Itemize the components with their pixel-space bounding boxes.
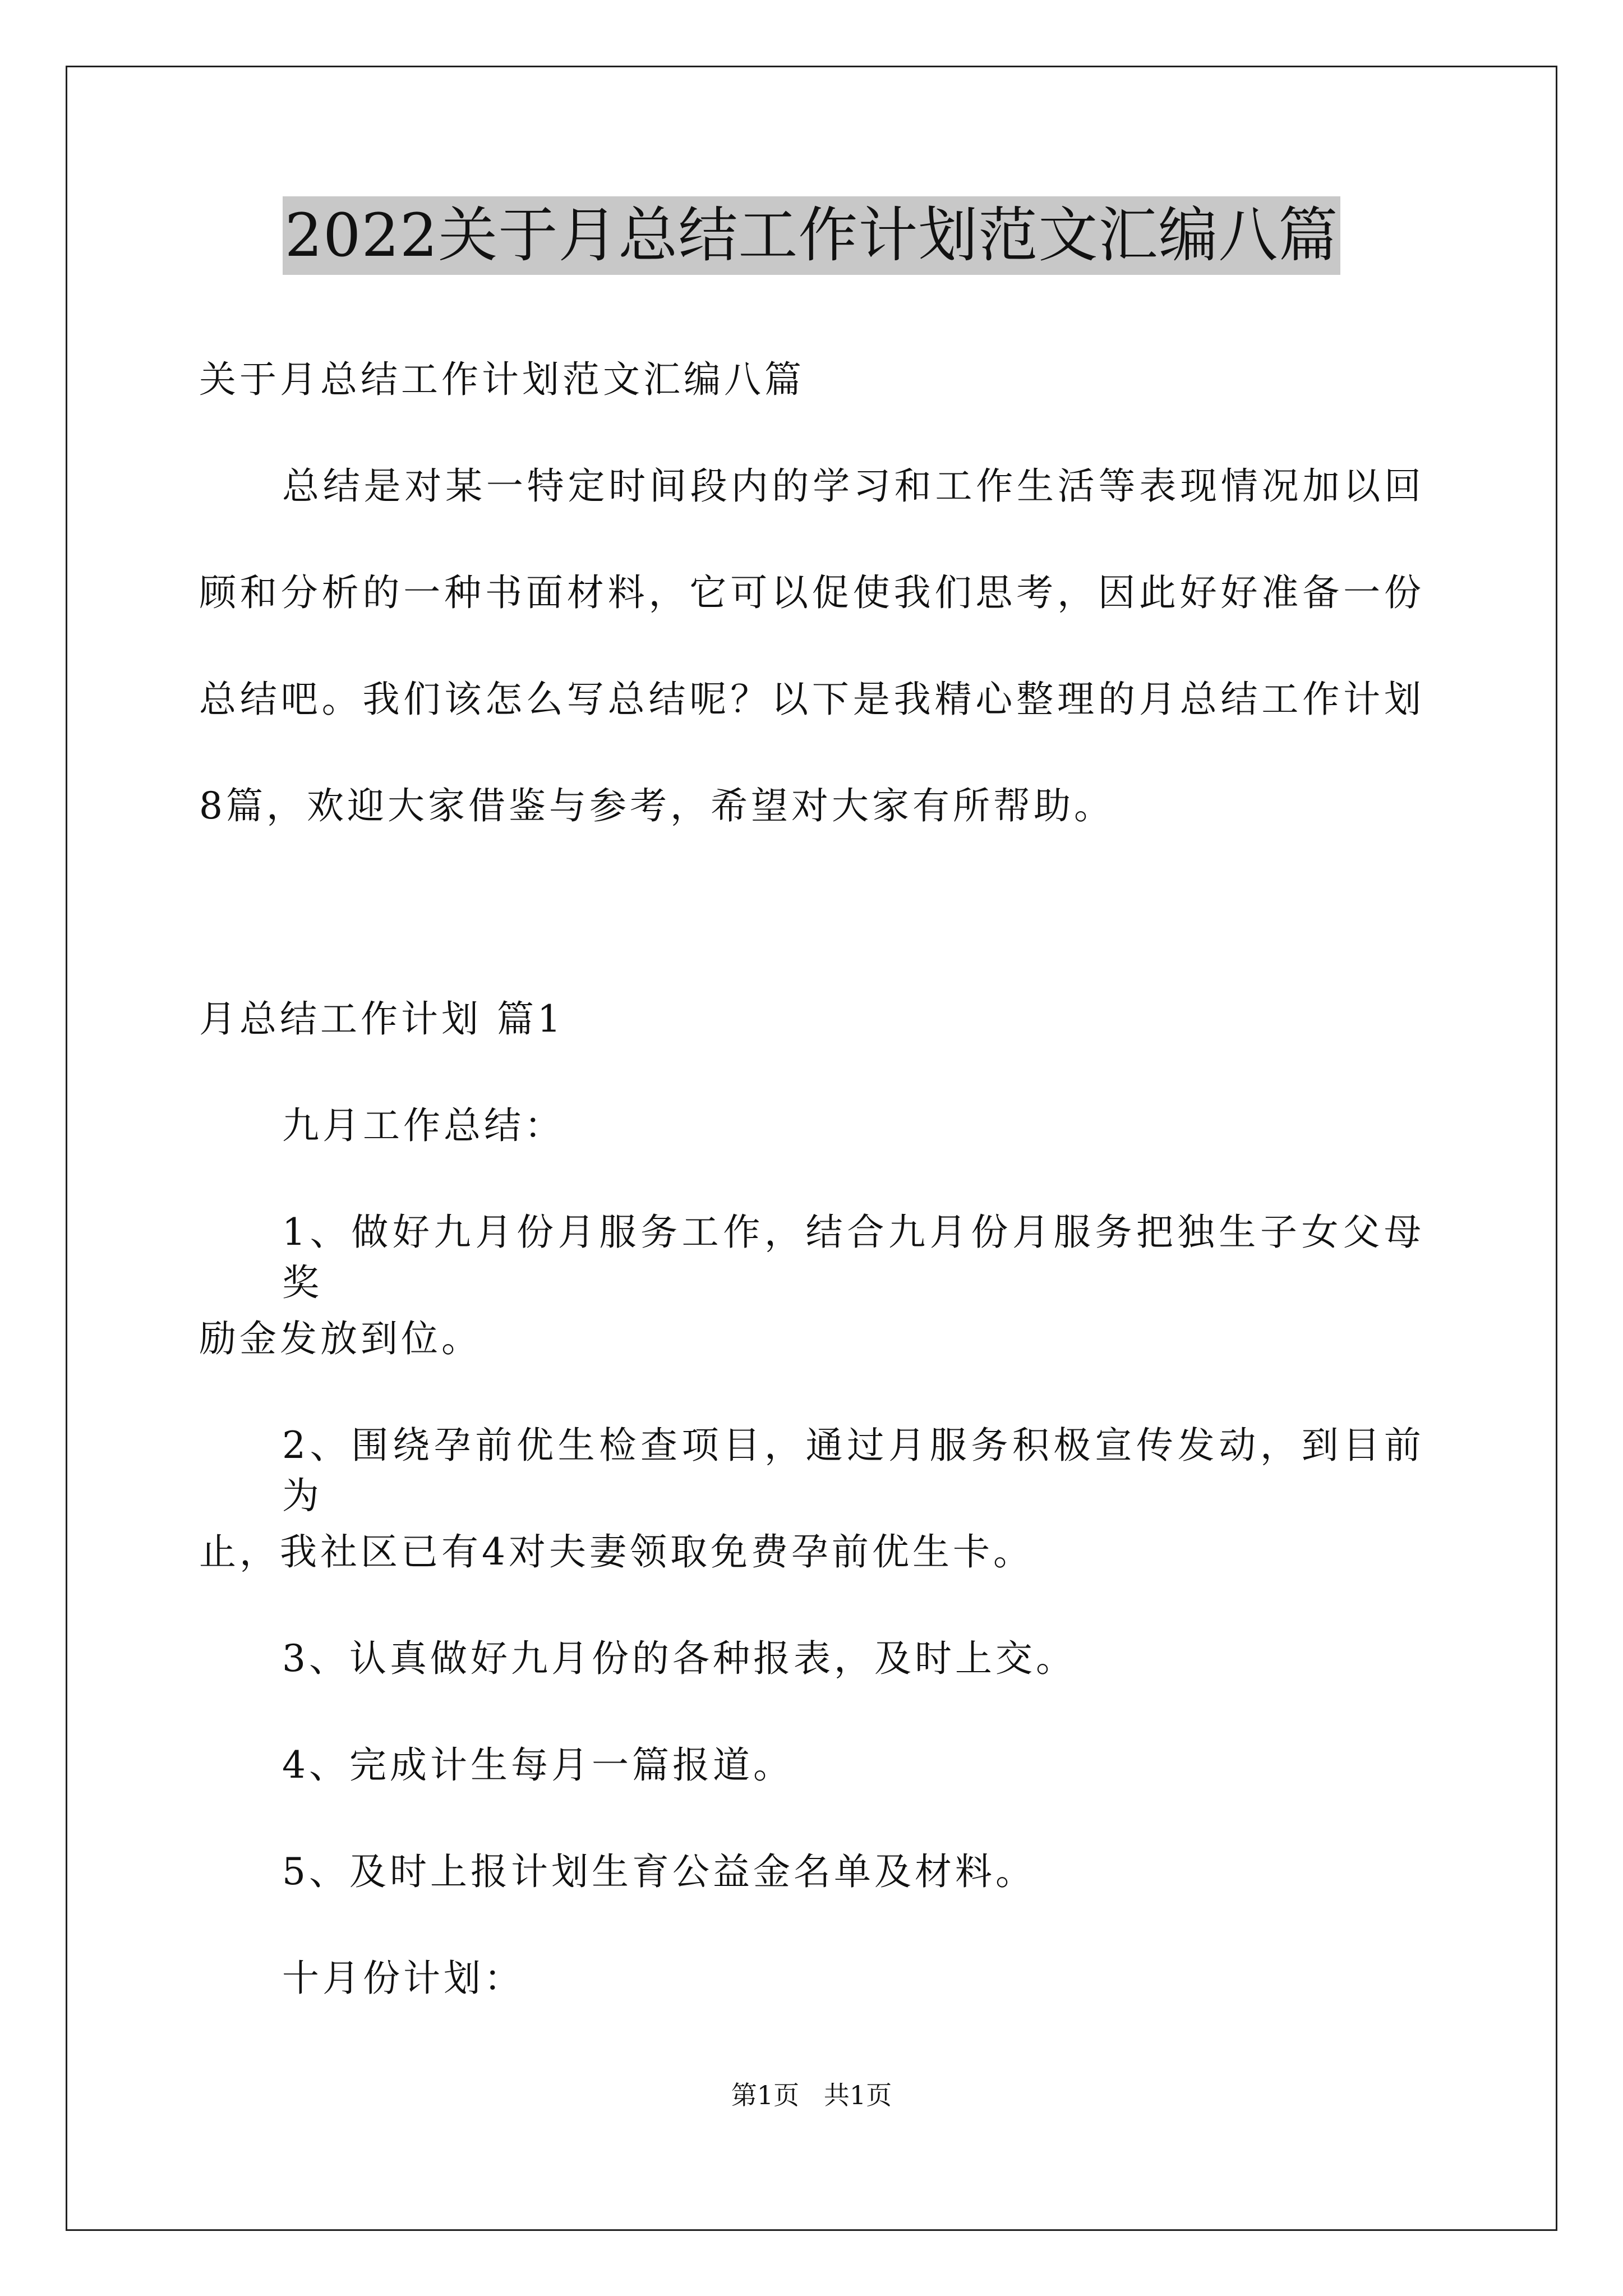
subtitle-line: 关于月总结工作计划范文汇编八篇: [199, 358, 805, 401]
list-item-line: 5、及时上报计划生育公益金名单及材料。: [282, 1850, 1036, 1893]
list-item-line: 止，我社区已有4对夫妻领取免费孕前优生卡。: [199, 1530, 1034, 1573]
paragraph-line: 总结是对某一特定时间段内的学习和工作生活等表现情况加以回: [282, 464, 1424, 508]
list-item-line: 2、围绕孕前优生检查项目，通过月服务积极宣传发动，到目前为: [282, 1424, 1424, 1517]
list-item-line: 励金发放到位。: [199, 1317, 482, 1360]
paragraph-line: 十月份计划：: [282, 1957, 524, 2000]
list-item-line: 1、做好九月份月服务工作，结合九月份月服务把独生子女父母奖: [282, 1211, 1424, 1304]
paragraph-line: 顾和分析的一种书面材料，它可以促使我们思考，因此好好准备一份: [199, 571, 1424, 614]
section-heading: 月总结工作计划 篇1: [199, 997, 564, 1041]
paragraph-line: 九月工作总结：: [282, 1104, 565, 1147]
paragraph-line: 总结吧。我们该怎么写总结呢？以下是我精心整理的月总结工作计划: [199, 678, 1424, 721]
paragraph-line: 8篇，欢迎大家借鉴与参考，希望对大家有所帮助。: [199, 784, 1114, 827]
list-item-line: 3、认真做好九月份的各种报表，及时上交。: [282, 1637, 1076, 1680]
list-item-line: 4、完成计生每月一篇报道。: [282, 1743, 794, 1787]
document-title: 2022关于月总结工作计划范文汇编八篇: [283, 196, 1341, 275]
document-title-container: [0, 196, 1623, 275]
page-footer: 第1页 共1页: [731, 2080, 892, 2110]
